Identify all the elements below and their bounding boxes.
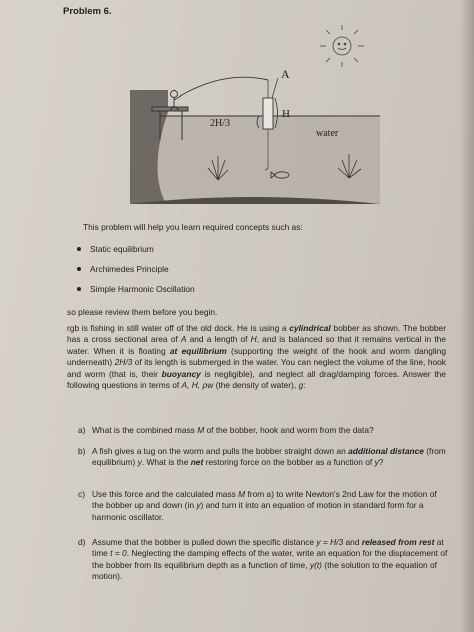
bullet-icon (77, 287, 81, 291)
list-item (74, 244, 195, 264)
question-label: c) (78, 489, 85, 499)
label-area-a: A (281, 67, 290, 81)
question-label: b) (78, 446, 86, 456)
list-item (74, 264, 195, 284)
concept-label: Archimedes Principle (90, 264, 169, 274)
bullet-icon (77, 247, 81, 251)
fishing-rod (180, 77, 268, 96)
sun-icon (320, 25, 364, 67)
fishing-diagram (130, 20, 380, 210)
label-submerged: 2H/3 (210, 118, 230, 129)
list-item (74, 284, 195, 304)
concept-label: Simple Harmonic Oscillation (90, 284, 195, 294)
question-c: c) Use this force and the calculated mass M from a) to write Newton's 2nd Law for the motion of the bobber up and down (in y) and turn it into an equation of motion in standard form for a harmonic oscillator. (78, 489, 437, 522)
water-body (130, 112, 380, 204)
question-d: d) Assume that the bobber is pulled down the specific distance y = H/3 and released from rest at time t = 0. Neglecting the damping effects of the water, write an equation for the displacement of the bobber from its equilibrium depth as a function of time, y(t) (the solution to the equation of motion). (78, 537, 448, 582)
review-note: so please review them before you begin. (67, 307, 218, 317)
concept-label: Static equilibrium (90, 244, 154, 254)
question-label: d) (78, 537, 86, 547)
problem-paragraph: rgb is fishing in still water off of the old dock. He is using a cylindrical bobber as shown. The bobber has a cross sectional area of A and a length of H, and is balanced so that it remains vertical in the water. When it is floating at equilibrium (supporting the weight of the hook and worm dangling underneath) 2H/3 of its length is submerged in the water. You can neglect the volume of the line, hook and worm (that is, their buoyancy is negligible), and neglect all drag/damping forces. Answer the following questions in terms of A, H, ρw (the density of water), g: (67, 323, 447, 391)
concept-list (74, 244, 195, 304)
intro-text: This problem will help you learn required concepts such as: (83, 222, 303, 232)
label-water: water (316, 128, 339, 139)
bobber (263, 98, 273, 129)
page-edge-shadow (460, 0, 474, 632)
bullet-icon (77, 267, 81, 271)
question-label: a) (78, 425, 86, 435)
question-b: b) A fish gives a tug on the worm and pulls the bobber straight down an additional distance (from equilibrium) y. What is the net restoring force on the bobber as a function of y? (78, 446, 446, 468)
problem-title: Problem 6. (63, 6, 112, 17)
question-a: a) What is the combined mass M of the bobber, hook and worm from the data? (78, 425, 374, 435)
label-length-h: H (282, 108, 290, 120)
